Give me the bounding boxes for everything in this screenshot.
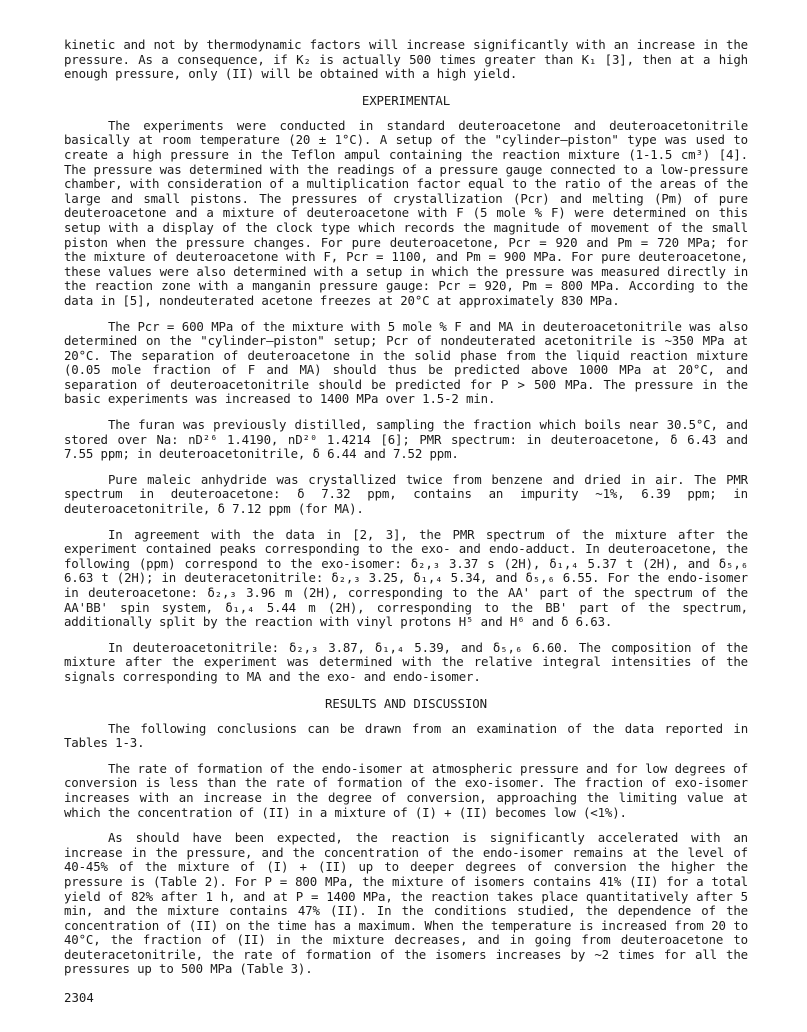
paragraph-experimental-setup: The experiments were conducted in standard deuteroacetone and deuteroacetonitrile basically at room temperature (20 ± 1°C). A setup of the "cylinder–piston" type was used to create a high pressure in the Teflon ampul containing the reaction mixture (1-1.5 cm³) [4]. The pressure was determined with the readings of a pressure gauge connected to a low-pressure chamber, with consideration of a multiplication factor equal to the ratio of the areas of the large and small pistons. The pressures of crystallization (Pcr) and melting (Pm) of pure deuteroacetone and a mixture of deuteroacetone with F (5 mole % F) were determined on this setup with a display of the clock type which records the magnitude of movement of the small piston when the pressure changes. For pure deuteroacetone, Pcr = 920 and Pm = 720 MPa; for the mixture of deuteroacetone with F, Pcr = 1100, and Pm = 900 MPa. For pure deuteroacetone, these values were also determined with a setup in which the pressure was measured directly in the reaction zone with a manganin pressure gauge: Pcr = 920, Pm = 800 MPa. According to the data in [5], nondeuterated acetone freezes at 20°C at approximately 830 MPa. [64,117,748,308]
paragraph-results-pressure: As should have been expected, the reaction is significantly accelerated with an increase in the pressure, and the concentration of the endo-isomer remains at the level of 40-45% of the mixture of (I) + (II) up to deeper degrees of conversion the higher the pressure is (Table 2). For P = 800 MPa, the mixture of isomers contains 41% (II) for a total yield of 82% after 1 h, and at P = 1400 MPa, the reaction takes place quantitatively after 5 min, and the mixture contains 47% (II). In the conditions studied, the dependence of the concentration of (II) on the time has a maximum. When the temperature is increased from 20 to 40°C, the fraction of (II) in the mixture decreases, and in going from deuteroacetone to deuteracetonitrile, the rate of formation of the isomers increases by ~2 times for all the pressures up to 500 MPa (Table 3). [64,830,748,977]
paragraph-experimental-pcr: The Pcr = 600 MPa of the mixture with 5 mole % F and MA in deuteroacetonitrile was also determined on the "cylinder–piston" setup; Pcr of nondeuterated acetonitrile is ~350 MPa at 20°C. The separation of deuteroacetone in the solid phase from the liquid reaction mixture (0.05 mole fraction of F and MA) should thus be predicted above 1000 MPa at 20°C, and separation of deuteroacetonitrile should be predicted for P > 500 MPa. The pressure in the basic experiments was increased to 1400 MPa over 1.5-2 min. [64,318,748,407]
page-body [64,38,748,988]
page-number: 2304 [64,990,94,1005]
paragraph-experimental-pmr: In agreement with the data in [2, 3], the PMR spectrum of the mixture after the experiment contained peaks corresponding to the exo- and endo-adduct. In deuteroacetone, the following (ppm) correspond to the exo-isomer: δ₂,₃ 3.37 s (2H), δ₁,₄ 5.37 t (2H), and δ₅,₆ 6.63 t (2H); in deuteracetonitrile: δ₂,₃ 3.25, δ₁,₄ 5.34, and δ₅,₆ 6.55. For the endo-isomer in deuteroacetone: δ₂,₃ 3.96 m (2H), corresponding to the AA' part of the spectrum of the AA'BB' spin system, δ₁,₄ 5.44 m (2H), corresponding to the BB' part of the spectrum, additionally split by the reaction with vinyl protons H⁵ and H⁶ and δ 6.63. [64,526,748,630]
paragraph-results-rate: The rate of formation of the endo-isomer at atmospheric pressure and for low degrees of conversion is less than the rate of formation of the exo-isomer. The fraction of exo-isomer increases with an increase in the degree of conversion, approaching the limiting value at which the concentration of (II) in a mixture of (I) + (II) becomes low (<1%). [64,760,748,820]
paragraph-experimental-ma: Pure maleic anhydride was crystallized twice from benzene and dried in air. The PMR spectrum in deuteroacetone: δ 7.32 ppm, contains an impurity ~1%, 6.39 ppm; in deuteroacetonitrile, δ 7.12 ppm (for MA). [64,471,748,517]
paragraph-experimental-furan: The furan was previously distilled, sampling the fraction which boils near 30.5°C, and stored over Na: nD²⁶ 1.4190, nD²⁰ 1.4214 [6]; PMR spectrum: in deuteroacetone, δ 6.43 and 7.55 ppm; in deuteroacetonitrile, δ 6.44 and 7.52 ppm. [64,417,748,462]
paragraph-experimental-acetonitrile: In deuteroacetonitrile: δ₂,₃ 3.87, δ₁,₄ 5.39, and δ₅,₆ 6.60. The composition of the mixture after the experiment was determined with the relative integral intensities of the signals corresponding to MA and the exo- and endo-isomer. [64,639,748,684]
paragraph-intro: kinetic and not by thermodynamic factors will increase significantly with an increase in the pressure. As a consequence, if K₂ is actually 500 times greater than K₁ [3], then at a high enough pressure, only (II) will be obtained with a high yield. [64,37,748,82]
paragraph-results-intro: The following conclusions can be drawn from an examination of the data reported in Tables 1-3. [64,720,748,751]
heading-results: RESULTS AND DISCUSSION [325,695,487,711]
heading-experimental: EXPERIMENTAL [361,92,451,108]
